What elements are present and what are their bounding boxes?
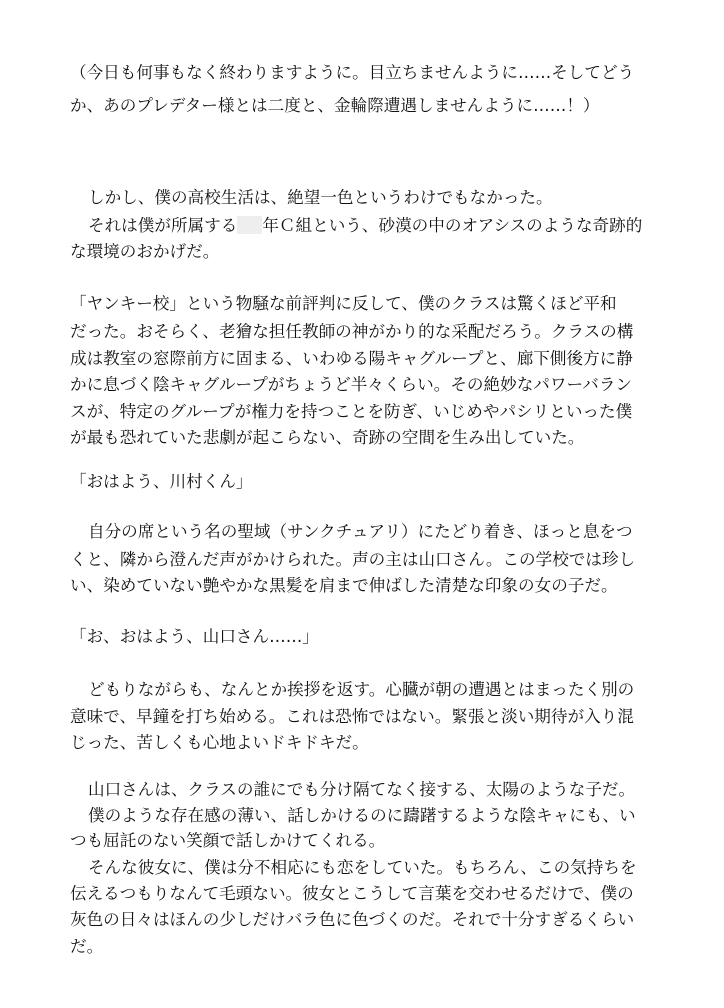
text-line: 「おはよう、川村くん」 (70, 472, 253, 491)
text-line: 「ヤンキー校」という物騒な前評判に反して、僕のクラスは驚くほど平和 (70, 294, 617, 313)
text-line: い、染めていない艶やかな黒髪を肩まで伸ばした清楚な印象の女の子だ。 (70, 576, 618, 595)
text-line: が最も恐れていた悲劇が起こらない、奇跡の空間を生み出していた。 (70, 428, 585, 447)
text-line: 「お、おはよう、山口さん……」 (70, 627, 319, 646)
text-line: つも屈託のない笑顔で話しかけてくれる。 (70, 831, 386, 850)
text-line: 成は教室の窓際前方に固まる、いわゆる陽キャグループと、廊下側後方に静 (70, 349, 633, 368)
text-line: かに息づく陰キャグループがちょうど半々くらい。その絶妙なパワーバラン (70, 375, 633, 394)
text-line: くと、隣から澄んだ声がかけられた。声の主は山口さん。この学校では珍し (70, 550, 636, 569)
text-line: しかし、僕の高校生活は、絶望一色というわけでもなかった。 (88, 188, 553, 207)
text-line: どもりながらも、なんとか挨拶を返す。心臓が朝の遭遇とはまったく別の (88, 680, 635, 699)
text-line: な環境のおかげだ。 (70, 242, 220, 261)
text-segment: それは僕が所属する (88, 216, 238, 235)
text-line: 山口さんは、クラスの誰にでも分け隔てなく接する、太陽のような子だ。 (88, 780, 636, 799)
text-line: だ。 (70, 937, 104, 956)
text-line: 自分の席という名の聖域（サンクチュアリ）にたどり着き、ほっと息をつ (88, 522, 633, 541)
text-line: そんな彼女に、僕は分不相応にも恋をしていた。もちろん、この気持ちを (88, 858, 637, 877)
redacted-box (237, 216, 262, 234)
text-line: だった。おそらく、老獪な担任教師の神がかり的な采配だろう。クラスの構 (70, 322, 634, 341)
text-line: 意味で、早鐘を打ち始める。これは恐怖ではない。緊張と淡い期待が入り混 (70, 707, 634, 726)
text-line: じった、苦しくも心地よいドキドキだ。 (70, 733, 369, 752)
text-line (88, 216, 678, 236)
text-segment: 年Ｃ組という、砂漠の中のオアシスのような奇跡的 (262, 216, 643, 235)
text-line: 伝えるつもりなんて毛頭ない。彼女とこうして言葉を交わせるだけで、僕の (70, 884, 634, 903)
text-line: 灰色の日々はほんの少しだけバラ色に色づくのだ。それで十分すぎるくらい (70, 910, 635, 929)
text-line: 僕のような存在感の薄い、話しかけるのに躊躇するような陰キャにも、い (88, 806, 636, 825)
text-line: か、あのプレデター様とは二度と、金輪際遭遇しませんように……！） (70, 96, 600, 115)
text-line: スが、特定のグループが権力を持つことを防ぎ、いじめやパシリといった僕 (70, 402, 633, 421)
text-line: （今日も何事もなく終わりますように。目立ちませんように……そしてどう (70, 63, 635, 82)
